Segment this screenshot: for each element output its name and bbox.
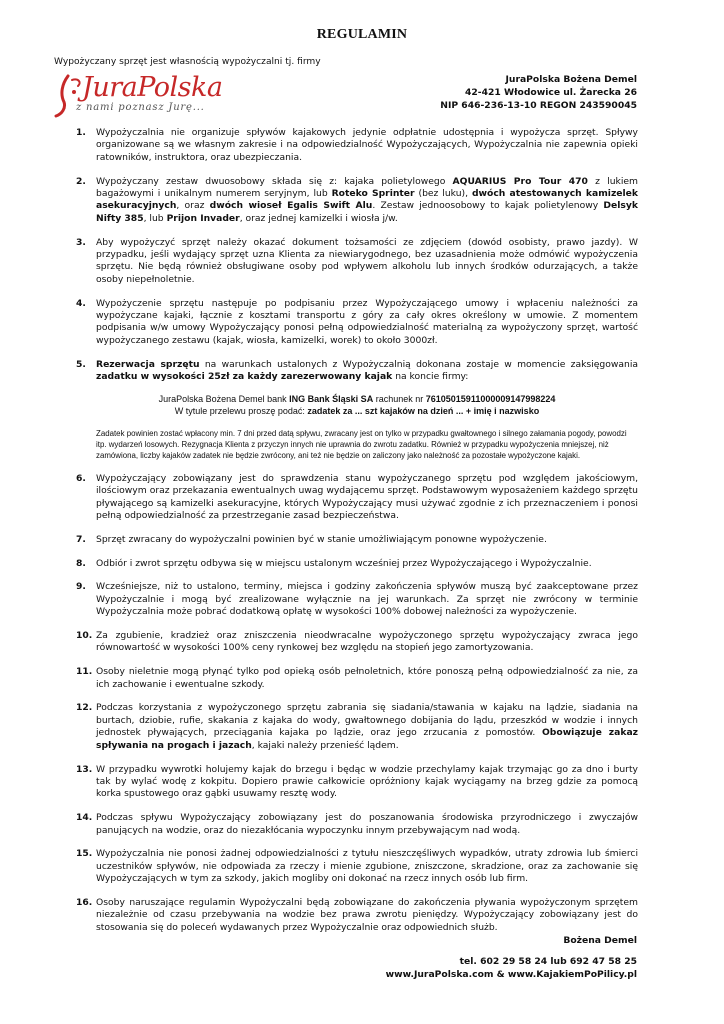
clause-text: z lukiem bagażowymi i unikalnym numerem seryjnym, lub [96,175,639,200]
clause-text: Wypożyczający zobowiązany jest do sprawdzenia stanu wypożyczanego sprzętu pod względem jakościowym, ilościowym oraz przekazania ewentualnych uwag wydającemu sprzęt. Podstawowym wyposażeniem każdego sprzętu pływającego są kamizelki asekuracyjne, których Wypożyczający musi używać zgodnie z ich przeznaczeniem i ponosi pełną odpowiedzialność za przestrzeganie zasad bezpieczeństwa. [96,472,638,522]
company-address: 42-421 Włodowice ul. Żarecka 26 [465,87,637,98]
clause-list [76,127,638,946]
clause-number: 3. [76,236,86,248]
transfer-title-label: W tytule przelewu proszę podać: [174,405,305,416]
company-block [440,73,637,112]
clause-text: Podczas spływu Wypożyczający zobowiązany jest do poszanowania środowiska przyrodniczego i zwyczajów panujących na wodzie, oraz do niezakłócania wypoczynku innym przebywającym nad wodą. [96,812,638,836]
clause-text: Odbiór i zwrot sprzętu odbywa się w miejscu ustalonym wcześniej przez Wypożyczającego i Wypożyczalnie. [96,557,592,569]
clause-2 [76,176,638,226]
signature: Bożena Demel [563,935,637,946]
website-links: www.JuraPolska.com & www.KajakiemPoPilicy.pl [385,969,637,980]
clause-text: , kajaki należy przenieść lądem. [251,739,399,751]
clause-text: Wypożyczenie sprzętu następuje po podpisaniu przez Wypożyczającego umowy i wpłaceniu należności za wypożyczane kajaki, łącznie z kosztami transportu z góry za cały okres określony w umowie. Z momentem podpisania w/w umowy Wypożyczający ponosi pełną odpowiedzialność materialną za wypożyczony sprzęt, wartość wypożyczanego zestawu (kajak, wiosła, kamizelki, worek) to około 3000zł. [96,297,638,346]
clause-text: (bez luku), [418,188,469,200]
clause-text: Podczas korzystania z wypożyczonego sprzętu zabrania się siadania/stawania w kajaku na lądzie, siadania na burtach, dziobie, rufie, skakania z kajaka do wody, gwałtownego dobijania do lądu, przeszkód w wodzie i innych jednostek pływających, przeciągania kajaka po lądzie, oraz jego zrzucania z pomostów. [96,702,638,739]
kayak-model-prijon: Prijon Invader [166,212,240,224]
clause-number: 1. [76,127,86,138]
clause-10 [76,630,638,655]
document-title: REGULAMIN [316,27,408,42]
clause-text: na warunkach ustalonych z Wypożyczalnią dokonana zostaje w momencie zaksięgowania [204,358,639,370]
clause-9 [76,581,638,618]
clause-number: 11. [76,666,93,678]
clause-1 [76,127,638,164]
logo-tagline: z nami poznasz Jurę... [76,102,205,113]
clause-number: 5. [76,358,86,370]
clause-number: 12. [76,702,93,714]
deposit-amount-text: zadatku w wysokości 25zł za każdy zarezerwowany kajak [96,371,393,383]
clause-text: na koncie firmy: [395,371,469,383]
logo-name: JuraPolska [82,72,223,103]
clause-number: 6. [76,472,86,484]
clause-text: , lub [143,212,164,224]
contact-block [386,955,637,981]
kayak-model-roteko: Roteko Sprinter [331,188,415,200]
clause-4 [76,298,638,348]
weir-prohibition-text: Obowiązuje zakaz spływania na progach i jazach [96,727,638,751]
clause-5 [76,359,638,384]
clause-text: Wypożyczalnia nie ponosi żadnej odpowiedzialności z tytułu nieszczęśliwych wypadków, utraty zdrowia lub śmierci uczestników spływów, nie odpowiada za rzeczy i mienie zgubione, zniszczone, skradzione, oraz za zachowanie się Wypożyczających w tym za szkody, jakich mogliby oni dokonać na rzecz innych osób lub firm. [96,848,638,885]
clause-number: 10. [76,630,93,642]
clause-12 [76,702,638,752]
clause-15 [76,848,638,885]
clause-text: W przypadku wywrotki holujemy kajak do brzegu i będąc w wodzie przechylamy kajak trzymając go za dno i burty tak by wylać wodę z kokpitu. Dopiero prawie całkowicie opróżniony kajak wyciągamy na brzeg gdzie za pomocą korka spustowego oraz gąbki usuwamy resztę wody. [96,763,638,800]
clause-text: Osoby naruszające regulamin Wypożyczalni będą zobowiązane do zakończenia pływania wypożyczonym sprzętem niezależnie od czasu przebywania na wodzie bez prawa zwrotu pieniędzy. Wypożyczający zobowiązany jest do stosowania się do poleceń wydawanych przez Wypożyczalnie oraz odpowiednich służb. [96,896,638,933]
clause-13 [76,764,638,801]
account-number: 76105015911000009147998224 [425,393,556,404]
clause-number: 13. [76,763,93,775]
lifejackets-text: dwóch atestowanych kamizelek asekuracyjnych [96,188,639,212]
clause-text: Osoby nieletnie mogą płynąć tylko pod opieką osób pełnoletnich, które ponoszą pełną odpowiedzialność za nie, za ich zachowanie i ewentualne szkody. [96,666,638,690]
clause-text: Wypożyczany zestaw dwuosobowy składa się z: kajaka polietylowego [96,175,446,187]
bank-text: JuraPolska Bożena Demel bank [158,393,287,404]
clause-7 [76,534,638,546]
clause-text: Za zgubienie, kradzież oraz zniszczenia nieodwracalne wypożyczonego sprzętu wypożyczający zwraca jego równowartość w wysokości 100% ceny rynkowej bez względu na stopień jego zamortyzowania. [96,630,638,654]
clause-number: 7. [76,533,86,545]
clause-16 [76,897,638,934]
clause-11 [76,666,638,691]
clause-number: 16. [76,896,93,908]
clause-text: Wcześniejsze, niż to ustalono, terminy, miejsca i godziny zakończenia spływów muszą być zaakceptowane przez Wypożyczalnie i mogą być zrealizowane wyłącznie na jej warunkach. Za sprzęt nie zwrócony w terminie Wypożyczalnia może pobrać dodatkową opłatę w wysokości 100% dobowej należności za wypożyczenie. [96,581,638,618]
clause-text: , oraz [176,200,205,212]
reservation-label: Rezerwacja sprzętu [96,358,200,370]
transfer-title-format: zadatek za ... szt kajaków na dzień ... + imię i nazwisko [307,405,540,416]
company-logo [54,68,254,122]
clause-text: , oraz jednej kamizelki i wiosła j/w. [239,212,398,224]
bank-name: ING Bank Śląski SA [289,393,374,404]
bank-text: rachunek nr [375,393,424,404]
bank-details [76,393,638,417]
phone-numbers: tel. 602 29 58 24 lub 692 47 58 25 [459,956,637,967]
clause-text: Aby wypożyczyć sprzęt należy okazać dokument tożsamości ze zdjęciem (dowód osobisty, prawo jazdy). W przypadku, jeśli wydający sprzęt uzna Klienta za niewiarygodnego, bez uzasadnienia może odmówić wypożyczenia sprzętu. Nie będą również obsługiwane osoby pod wpływem alkoholu lub innych środków odurzających, a także osoby niepełnoletnie. [96,236,638,285]
clause-number: 2. [76,175,86,187]
company-name: JuraPolska Bożena Demel [505,74,637,85]
intro-text: Wypożyczany sprzęt jest własnością wypożyczalni tj. firmy [54,57,321,67]
kayak-model-aquarius: AQUARIUS Pro Tour 470 [452,175,588,187]
clause-text: Wypożyczalnia nie organizuje spływów kajakowych jedynie odpłatnie udostępnia i wypożycza sprzęt. Spływy organizowane są we własnym zakresie i na odpowiedzialność Wypożyczających, Wypożyczalnia nie zapewnia opieki ratowników, instruktora, oraz ubezpieczania. [96,127,638,163]
paddles-text: dwóch wioseł Egalis Swift Alu [209,200,373,212]
clause-text: . Zestaw jednoosobowy to kajak polietylenowy [372,200,599,212]
clause-number: 14. [76,812,93,824]
clause-6 [76,473,638,523]
company-ids: NIP 646-236-13-10 REGON 243590045 [440,100,637,111]
clause-text: Sprzęt zwracany do wypożyczalni powinien być w stanie umożliwiającym ponowne wypożyczenie. [96,533,547,545]
clause-3 [76,237,638,287]
kayak-model-delsyk: Delsyk Nifty 385 [96,200,638,224]
clause-number: 9. [76,581,86,593]
clause-number: 4. [76,297,86,309]
clause-8 [76,558,638,570]
clause-number: 15. [76,848,93,860]
deposit-note: Zadatek powinien zostać wpłacony min. 7 dni przed datą spływu, zwracany jest on tylko w przypadku gwałtownego i silnego załamania pogody, powodzi itp. wydarzeń losowych. Rezygnacja Klienta z przyczyn innych nie uprawnia do zwrotu zadatku. Również w przypadku wypożyczenia mniejszej, niż zamówiona, liczby kajaków zadatek nie będzie zwrócony, ani też nie będzie on zaliczony jako należność za pozostałe wypożyczone kajaki. [96,428,627,460]
clause-14 [76,812,638,837]
clause-number: 8. [76,557,86,569]
